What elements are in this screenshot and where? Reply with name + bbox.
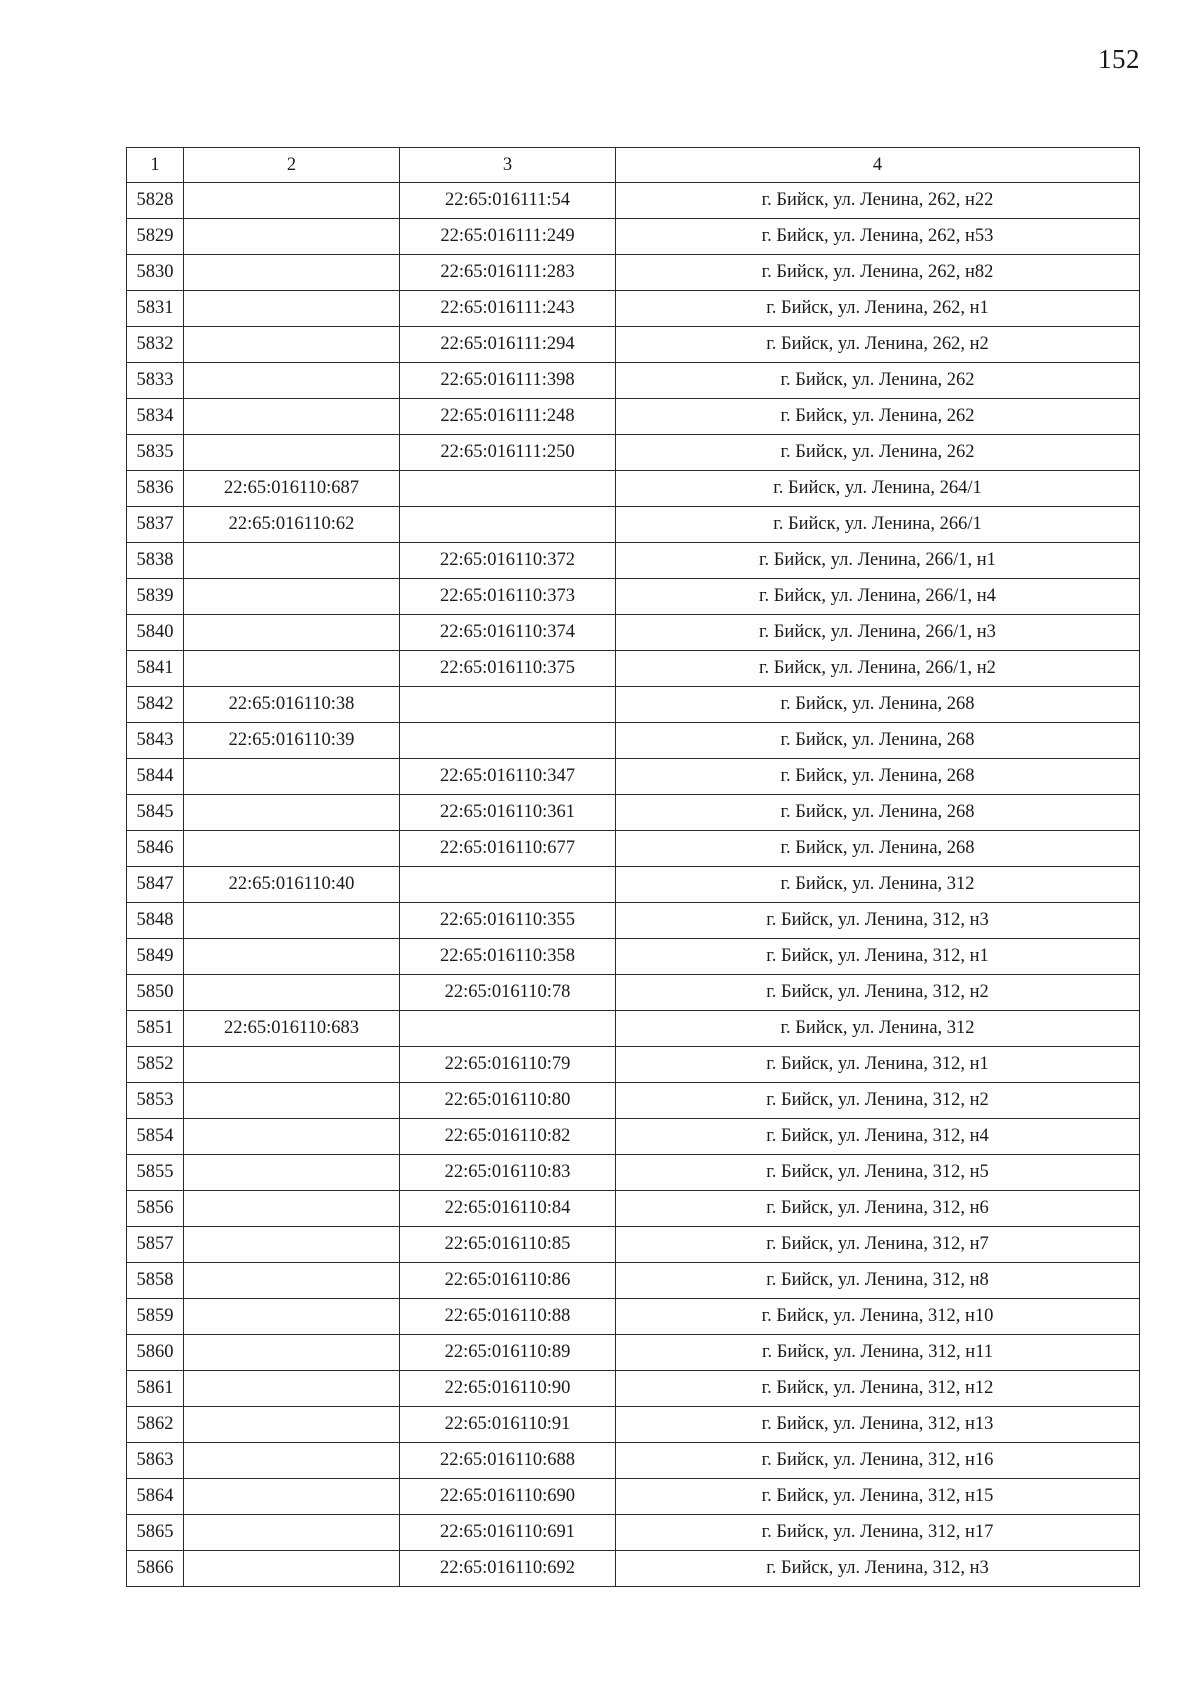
table-row (127, 471, 1140, 507)
cell-building-cadastral: 22:65:016111:398 (400, 363, 616, 399)
cell-address: г. Бийск, ул. Ленина, 266/1, н4 (616, 579, 1140, 615)
cell-land-cadastral (184, 1119, 400, 1155)
cell-land-cadastral (184, 1047, 400, 1083)
cell-building-cadastral: 22:65:016111:249 (400, 219, 616, 255)
cell-number: 5864 (127, 1479, 184, 1515)
cell-address: г. Бийск, ул. Ленина, 312, н13 (616, 1407, 1140, 1443)
cell-building-cadastral: 22:65:016110:86 (400, 1263, 616, 1299)
cell-address: г. Бийск, ул. Ленина, 268 (616, 759, 1140, 795)
cell-building-cadastral: 22:65:016110:691 (400, 1515, 616, 1551)
cell-building-cadastral: 22:65:016110:361 (400, 795, 616, 831)
cell-land-cadastral (184, 183, 400, 219)
table-row (127, 435, 1140, 471)
table-row (127, 1155, 1140, 1191)
cell-land-cadastral (184, 291, 400, 327)
header-row (127, 148, 1140, 183)
table-row (127, 1335, 1140, 1371)
table-row (127, 507, 1140, 543)
table-row (127, 291, 1140, 327)
table-row (127, 867, 1140, 903)
cell-number: 5851 (127, 1011, 184, 1047)
cell-land-cadastral (184, 1479, 400, 1515)
cell-number: 5829 (127, 219, 184, 255)
cell-number: 5834 (127, 399, 184, 435)
cell-address: г. Бийск, ул. Ленина, 312, н2 (616, 975, 1140, 1011)
cell-number: 5841 (127, 651, 184, 687)
cell-land-cadastral (184, 1083, 400, 1119)
cell-land-cadastral (184, 399, 400, 435)
cell-number: 5856 (127, 1191, 184, 1227)
cell-address: г. Бийск, ул. Ленина, 268 (616, 831, 1140, 867)
cell-address: г. Бийск, ул. Ленина, 262, н2 (616, 327, 1140, 363)
table-row (127, 1011, 1140, 1047)
cell-land-cadastral: 22:65:016110:687 (184, 471, 400, 507)
table-row (127, 1299, 1140, 1335)
cell-land-cadastral (184, 219, 400, 255)
cell-address: г. Бийск, ул. Ленина, 312, н17 (616, 1515, 1140, 1551)
cell-building-cadastral (400, 507, 616, 543)
table-row (127, 831, 1140, 867)
table-row (127, 939, 1140, 975)
cell-address: г. Бийск, ул. Ленина, 264/1 (616, 471, 1140, 507)
table-row (127, 1227, 1140, 1263)
table-row (127, 759, 1140, 795)
cell-land-cadastral (184, 435, 400, 471)
registry-table (126, 147, 1140, 1587)
cell-building-cadastral: 22:65:016110:80 (400, 1083, 616, 1119)
cell-address: г. Бийск, ул. Ленина, 262, н53 (616, 219, 1140, 255)
cell-land-cadastral (184, 1155, 400, 1191)
cell-address: г. Бийск, ул. Ленина, 268 (616, 795, 1140, 831)
cell-land-cadastral: 22:65:016110:39 (184, 723, 400, 759)
cell-land-cadastral (184, 1263, 400, 1299)
cell-number: 5840 (127, 615, 184, 651)
cell-building-cadastral (400, 723, 616, 759)
cell-building-cadastral: 22:65:016110:688 (400, 1443, 616, 1479)
table-row (127, 1047, 1140, 1083)
cell-land-cadastral (184, 795, 400, 831)
table-row (127, 1083, 1140, 1119)
cell-building-cadastral: 22:65:016110:82 (400, 1119, 616, 1155)
cell-building-cadastral (400, 1011, 616, 1047)
table-row (127, 615, 1140, 651)
cell-building-cadastral: 22:65:016110:690 (400, 1479, 616, 1515)
cell-land-cadastral (184, 1443, 400, 1479)
cell-land-cadastral (184, 1227, 400, 1263)
cell-number: 5861 (127, 1371, 184, 1407)
cell-building-cadastral: 22:65:016110:85 (400, 1227, 616, 1263)
cell-building-cadastral: 22:65:016110:355 (400, 903, 616, 939)
cell-address: г. Бийск, ул. Ленина, 312, н12 (616, 1371, 1140, 1407)
cell-number: 5830 (127, 255, 184, 291)
table-row (127, 975, 1140, 1011)
cell-address: г. Бийск, ул. Ленина, 268 (616, 723, 1140, 759)
cell-land-cadastral (184, 1551, 400, 1587)
cell-address: г. Бийск, ул. Ленина, 262, н82 (616, 255, 1140, 291)
cell-number: 5862 (127, 1407, 184, 1443)
cell-address: г. Бийск, ул. Ленина, 312, н4 (616, 1119, 1140, 1155)
header-col-2: 2 (184, 148, 400, 183)
cell-number: 5853 (127, 1083, 184, 1119)
table-row (127, 903, 1140, 939)
cell-number: 5866 (127, 1551, 184, 1587)
cell-building-cadastral: 22:65:016110:89 (400, 1335, 616, 1371)
table-row (127, 543, 1140, 579)
cell-building-cadastral: 22:65:016111:243 (400, 291, 616, 327)
cell-building-cadastral: 22:65:016110:90 (400, 1371, 616, 1407)
cell-address: г. Бийск, ул. Ленина, 266/1, н3 (616, 615, 1140, 651)
cell-address: г. Бийск, ул. Ленина, 312, н7 (616, 1227, 1140, 1263)
cell-address: г. Бийск, ул. Ленина, 312, н6 (616, 1191, 1140, 1227)
cell-address: г. Бийск, ул. Ленина, 312, н5 (616, 1155, 1140, 1191)
cell-number: 5857 (127, 1227, 184, 1263)
cell-number: 5849 (127, 939, 184, 975)
cell-address: г. Бийск, ул. Ленина, 266/1, н2 (616, 651, 1140, 687)
cell-land-cadastral (184, 903, 400, 939)
cell-building-cadastral: 22:65:016110:692 (400, 1551, 616, 1587)
cell-building-cadastral: 22:65:016110:358 (400, 939, 616, 975)
cell-number: 5855 (127, 1155, 184, 1191)
cell-address: г. Бийск, ул. Ленина, 262 (616, 399, 1140, 435)
cell-land-cadastral (184, 939, 400, 975)
cell-address: г. Бийск, ул. Ленина, 266/1 (616, 507, 1140, 543)
cell-building-cadastral: 22:65:016111:294 (400, 327, 616, 363)
table-row (127, 723, 1140, 759)
table-header (127, 148, 1140, 183)
cell-number: 5850 (127, 975, 184, 1011)
cell-land-cadastral (184, 1515, 400, 1551)
cell-number: 5863 (127, 1443, 184, 1479)
cell-land-cadastral: 22:65:016110:40 (184, 867, 400, 903)
table-row (127, 1551, 1140, 1587)
cell-building-cadastral: 22:65:016110:347 (400, 759, 616, 795)
cell-land-cadastral: 22:65:016110:62 (184, 507, 400, 543)
cell-address: г. Бийск, ул. Ленина, 262, н22 (616, 183, 1140, 219)
cell-land-cadastral: 22:65:016110:683 (184, 1011, 400, 1047)
table-row (127, 1479, 1140, 1515)
cell-address: г. Бийск, ул. Ленина, 312, н2 (616, 1083, 1140, 1119)
cell-address: г. Бийск, ул. Ленина, 262 (616, 363, 1140, 399)
table-row (127, 1263, 1140, 1299)
table-row (127, 687, 1140, 723)
cell-number: 5843 (127, 723, 184, 759)
cell-number: 5846 (127, 831, 184, 867)
cell-number: 5844 (127, 759, 184, 795)
cell-address: г. Бийск, ул. Ленина, 312, н3 (616, 903, 1140, 939)
cell-land-cadastral (184, 1299, 400, 1335)
cell-address: г. Бийск, ул. Ленина, 312, н15 (616, 1479, 1140, 1515)
cell-number: 5848 (127, 903, 184, 939)
cell-land-cadastral: 22:65:016110:38 (184, 687, 400, 723)
table-row (127, 1119, 1140, 1155)
cell-number: 5859 (127, 1299, 184, 1335)
header-col-4: 4 (616, 148, 1140, 183)
header-col-3: 3 (400, 148, 616, 183)
cell-address: г. Бийск, ул. Ленина, 312, н1 (616, 939, 1140, 975)
cell-building-cadastral: 22:65:016110:373 (400, 579, 616, 615)
table-row (127, 1407, 1140, 1443)
cell-building-cadastral (400, 687, 616, 723)
cell-address: г. Бийск, ул. Ленина, 268 (616, 687, 1140, 723)
table-row (127, 255, 1140, 291)
cell-land-cadastral (184, 363, 400, 399)
cell-number: 5832 (127, 327, 184, 363)
cell-building-cadastral: 22:65:016110:78 (400, 975, 616, 1011)
cell-land-cadastral (184, 759, 400, 795)
table-body (127, 183, 1140, 1587)
cell-address: г. Бийск, ул. Ленина, 312, н10 (616, 1299, 1140, 1335)
table-row (127, 1443, 1140, 1479)
table-row (127, 363, 1140, 399)
cell-land-cadastral (184, 651, 400, 687)
cell-number: 5836 (127, 471, 184, 507)
table-row (127, 399, 1140, 435)
table-row (127, 795, 1140, 831)
page-number: 152 (1098, 44, 1140, 74)
cell-building-cadastral: 22:65:016110:374 (400, 615, 616, 651)
cell-number: 5837 (127, 507, 184, 543)
cell-address: г. Бийск, ул. Ленина, 262, н1 (616, 291, 1140, 327)
cell-land-cadastral (184, 1335, 400, 1371)
table-row (127, 219, 1140, 255)
cell-number: 5838 (127, 543, 184, 579)
cell-address: г. Бийск, ул. Ленина, 312, н1 (616, 1047, 1140, 1083)
cell-address: г. Бийск, ул. Ленина, 262 (616, 435, 1140, 471)
cell-building-cadastral: 22:65:016110:372 (400, 543, 616, 579)
cell-land-cadastral (184, 975, 400, 1011)
cell-land-cadastral (184, 327, 400, 363)
cell-number: 5852 (127, 1047, 184, 1083)
cell-number: 5835 (127, 435, 184, 471)
cell-address: г. Бийск, ул. Ленина, 312, н11 (616, 1335, 1140, 1371)
cell-address: г. Бийск, ул. Ленина, 312, н8 (616, 1263, 1140, 1299)
cell-number: 5842 (127, 687, 184, 723)
cell-land-cadastral (184, 1371, 400, 1407)
cell-building-cadastral: 22:65:016110:375 (400, 651, 616, 687)
cell-address: г. Бийск, ул. Ленина, 312, н3 (616, 1551, 1140, 1587)
cell-number: 5831 (127, 291, 184, 327)
cell-number: 5858 (127, 1263, 184, 1299)
cell-building-cadastral: 22:65:016110:84 (400, 1191, 616, 1227)
cell-building-cadastral: 22:65:016111:250 (400, 435, 616, 471)
table-row (127, 327, 1140, 363)
cell-building-cadastral: 22:65:016110:91 (400, 1407, 616, 1443)
table-row (127, 651, 1140, 687)
cell-land-cadastral (184, 1191, 400, 1227)
cell-number: 5845 (127, 795, 184, 831)
cell-building-cadastral: 22:65:016110:83 (400, 1155, 616, 1191)
cell-number: 5828 (127, 183, 184, 219)
cell-number: 5854 (127, 1119, 184, 1155)
cell-building-cadastral: 22:65:016110:79 (400, 1047, 616, 1083)
header-col-1: 1 (127, 148, 184, 183)
cell-land-cadastral (184, 255, 400, 291)
cell-address: г. Бийск, ул. Ленина, 312, н16 (616, 1443, 1140, 1479)
cell-number: 5839 (127, 579, 184, 615)
table-row (127, 1191, 1140, 1227)
cell-land-cadastral (184, 579, 400, 615)
cell-land-cadastral (184, 543, 400, 579)
table-row (127, 1371, 1140, 1407)
table-row (127, 579, 1140, 615)
table-row (127, 1515, 1140, 1551)
cell-land-cadastral (184, 615, 400, 651)
cell-number: 5865 (127, 1515, 184, 1551)
cell-building-cadastral: 22:65:016111:283 (400, 255, 616, 291)
cell-building-cadastral: 22:65:016111:248 (400, 399, 616, 435)
cell-number: 5833 (127, 363, 184, 399)
cell-address: г. Бийск, ул. Ленина, 312 (616, 867, 1140, 903)
cell-building-cadastral: 22:65:016110:677 (400, 831, 616, 867)
cell-building-cadastral: 22:65:016110:88 (400, 1299, 616, 1335)
cell-land-cadastral (184, 831, 400, 867)
cell-building-cadastral (400, 867, 616, 903)
cell-building-cadastral (400, 471, 616, 507)
table-row (127, 183, 1140, 219)
cell-number: 5847 (127, 867, 184, 903)
cell-building-cadastral: 22:65:016111:54 (400, 183, 616, 219)
cell-land-cadastral (184, 1407, 400, 1443)
cell-address: г. Бийск, ул. Ленина, 266/1, н1 (616, 543, 1140, 579)
cell-address: г. Бийск, ул. Ленина, 312 (616, 1011, 1140, 1047)
cell-number: 5860 (127, 1335, 184, 1371)
